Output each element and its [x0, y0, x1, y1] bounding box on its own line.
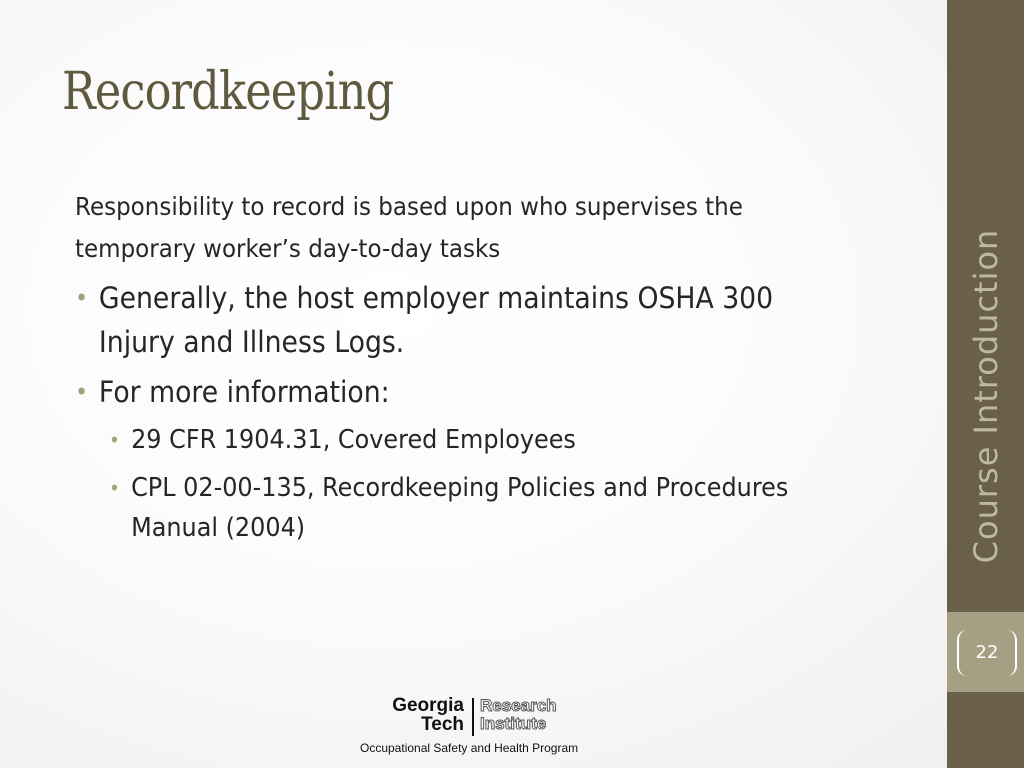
logo-line-tech: Tech — [421, 714, 464, 735]
logo-georgia-tech — [372, 696, 464, 734]
bullet-item — [75, 276, 848, 364]
georgia-tech-research-institute-logo — [372, 696, 592, 736]
logo-line-georgia: Georgia — [392, 695, 464, 716]
intro-text: Responsibility to record is based upon who supervises the temporary worker’s day-to-day tasks — [75, 192, 743, 263]
footer-text: Occupational Safety and Health Program — [360, 741, 579, 755]
sub-bullet-text: 29 CFR 1904.31, Covered Employees — [131, 425, 576, 455]
slide-title: Recordkeeping — [62, 62, 394, 122]
sub-bullet-text: CPL 02-00-135, Recordkeeping Policies and Procedures Manual (2004) — [131, 473, 789, 543]
sub-bullet-item — [109, 420, 851, 460]
bullet-dot: • — [75, 284, 89, 312]
bullet-text: For more information: — [98, 375, 390, 409]
logo-line-institute: Institute — [480, 714, 547, 733]
bullet-item — [75, 370, 848, 414]
slide-body — [75, 186, 915, 556]
sub-bullet-dot: • — [109, 476, 120, 500]
section-label: Course Introduction — [967, 228, 1005, 564]
sub-bullet-dot: • — [109, 428, 120, 452]
sub-bullet-item — [109, 468, 851, 548]
page-number: 22 — [957, 630, 1017, 676]
bullet-text: Generally, the host employer maintains OSHA 300 Injury and Illness Logs. — [98, 281, 774, 359]
logo-divider — [472, 698, 474, 736]
logo-line-research: Research — [480, 696, 557, 715]
logo-research-institute — [480, 697, 557, 733]
bullet-dot: • — [75, 378, 89, 406]
